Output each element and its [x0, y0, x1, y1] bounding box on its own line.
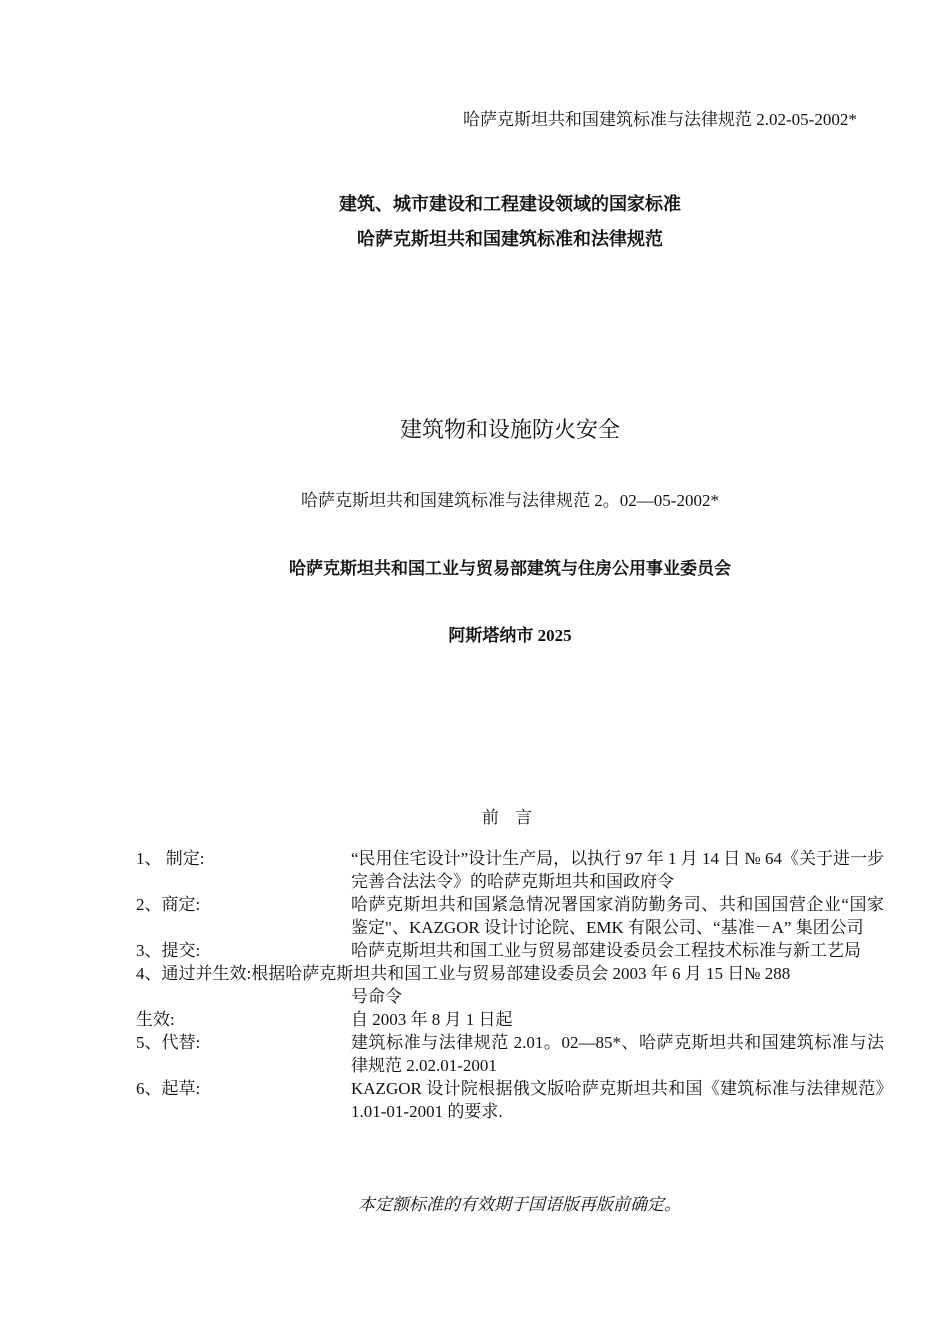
preface-label: 6、起草: — [136, 1079, 201, 1098]
preface-value: 哈萨克斯坦共和国工业与贸易部建设委员会工程技术标准与新工艺局 — [351, 941, 861, 960]
preface-value: KAZGOR 设计院根据俄文版哈萨克斯坦共和国《建筑标准与法律规范》1.01-01-2001 的要求. — [351, 1079, 884, 1121]
preface-label: 生效: — [136, 1010, 175, 1029]
preface-label: 5、代替: — [136, 1033, 201, 1052]
preface-list — [136, 847, 884, 1123]
preface-item-submitted — [136, 939, 884, 962]
preface-value: 根据哈萨克斯坦共和国工业与贸易部建设委员会 2003 年 6 月 15 日№ 288 — [251, 964, 791, 983]
preface-item-developed — [136, 847, 884, 893]
preface-value: “民用住宅设计”设计生产局，以执行 97 年 1 月 14 日 № 64《关于进一步完善合法法令》的哈萨克斯坦共和国政府令 — [351, 849, 884, 891]
preface-item-replaces — [136, 1031, 884, 1077]
preface-title: 前 言 — [481, 808, 539, 827]
main-title: 建筑物和设施防火安全 — [399, 417, 620, 442]
preface-value: 哈萨克斯坦共和国紧急情况署国家消防勤务司、共和国国营企业“国家鉴定"、KAZGOR 设计讨论院、EMK 有限公司、“基准－A” 集团公司 — [351, 895, 884, 937]
preface-value: 自 2003 年 8 月 1 日起 — [351, 1010, 513, 1029]
title-line-1: 建筑、城市建设和工程建设领域的国家标准 — [339, 194, 681, 214]
standard-code: 哈萨克斯坦共和国建筑标准与法律规范 2。02—05-2002* — [301, 491, 719, 510]
validity-note: 本定额标准的有效期于国语版再版前确定。 — [358, 1195, 681, 1214]
header-reference: 哈萨克斯坦共和国建筑标准与法律规范 2.02-05-2002* — [463, 110, 857, 129]
preface-item-drafted — [136, 1077, 884, 1123]
preface-label: 3、提交: — [136, 941, 201, 960]
title-line-2: 哈萨克斯坦共和国建筑标准和法律规范 — [357, 229, 663, 249]
preface-label: 1、 制定: — [136, 849, 205, 868]
preface-item-effective — [136, 1008, 884, 1031]
preface-label: 4、通过并生效: — [136, 964, 252, 983]
preface-item-adopted — [136, 962, 884, 985]
preface-value: 建筑标准与法律规范 2.01。02—85*、哈萨克斯坦共和国建筑标准与法律规范 2.02.01-2001 — [351, 1033, 884, 1075]
preface-label: 2、商定: — [136, 895, 201, 914]
committee-name: 哈萨克斯坦共和国工业与贸易部建筑与住房公用事业委员会 — [289, 559, 731, 578]
preface-item-agreed — [136, 893, 884, 939]
preface-label-inline — [136, 962, 790, 985]
preface-value-continuation: 号命令 — [351, 987, 402, 1006]
city-year: 阿斯塔纳市 2025 — [448, 626, 572, 645]
